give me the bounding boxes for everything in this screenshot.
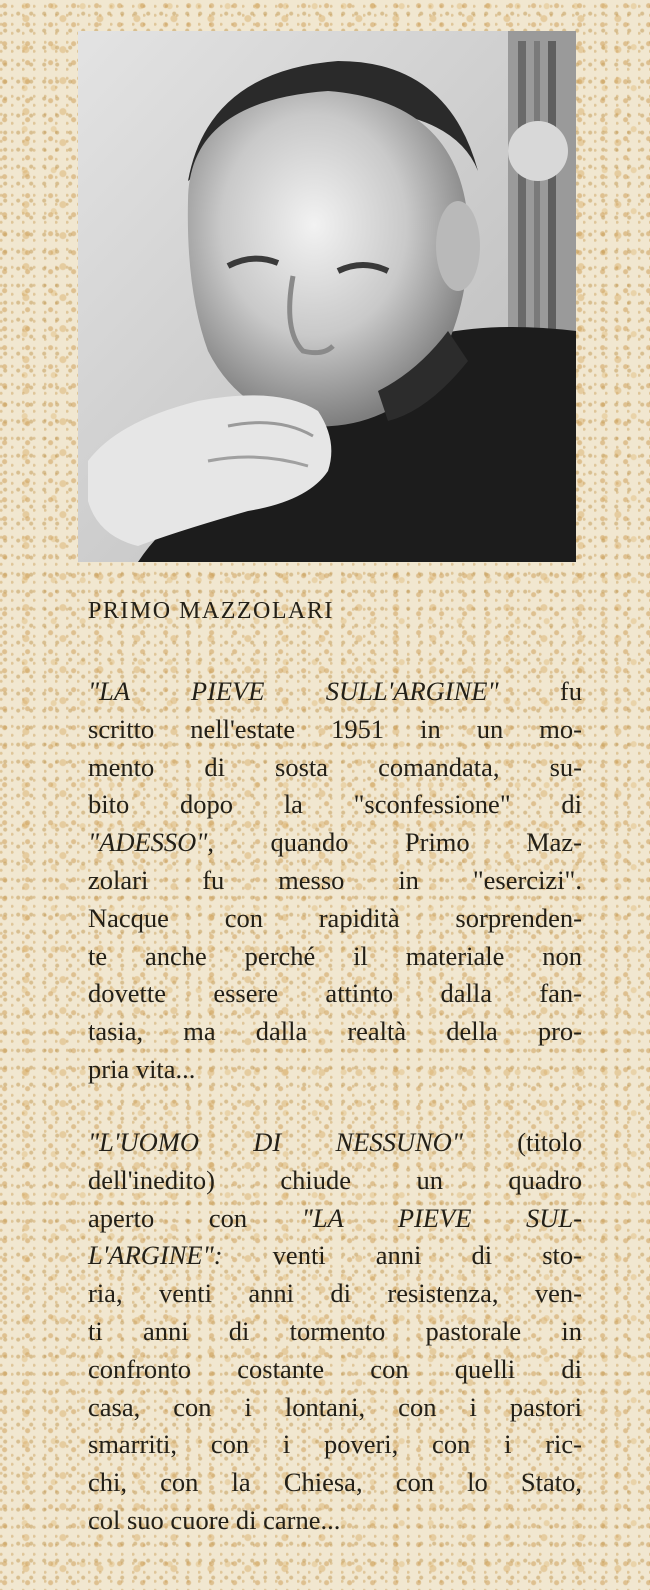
paragraph-pieve — [88, 673, 582, 1089]
text-line: ti anni di tormento pastorale in — [88, 1315, 582, 1346]
text-line: zolari fu messo in "esercizi". — [88, 864, 582, 895]
author-name: PRIMO MAZZOLARI — [88, 598, 334, 624]
text-line: te anche perché il materiale non — [88, 940, 582, 971]
author-portrait-photo — [78, 31, 576, 562]
text-line: aperto con "LA PIEVE SUL- — [88, 1202, 582, 1233]
text-line: "LA PIEVE SULL'ARGINE" fu — [88, 676, 583, 706]
text-line: smarriti, con i poveri, con i ric- — [88, 1429, 582, 1460]
text-line: casa, con i lontani, con i pastori — [88, 1391, 582, 1422]
text-line: pria vita... — [88, 1053, 196, 1084]
text-line: ria, venti anni di resistenza, ven- — [88, 1278, 582, 1309]
paragraph-uomo — [88, 1124, 582, 1540]
text-line: scritto nell'estate 1951 in un mo- — [88, 713, 582, 744]
text-line: "ADESSO", quando Primo Maz- — [88, 827, 582, 858]
text-line: "L'UOMO DI NESSUNO" (titolo — [88, 1127, 582, 1157]
text-line: bito dopo la "sconfessione" di — [88, 789, 582, 820]
text-line: dovette essere attinto dalla fan- — [88, 978, 582, 1009]
portrait-illustration — [78, 31, 576, 562]
text-line: L'ARGINE": venti anni di sto- — [88, 1240, 582, 1271]
text-line: Nacque con rapidità sorprenden- — [88, 902, 582, 933]
text-line: tasia, ma dalla realtà della pro- — [88, 1016, 582, 1047]
text-line: mento di sosta comandata, su- — [88, 751, 582, 782]
text-line: chi, con la Chiesa, con lo Stato, — [88, 1467, 582, 1498]
text-line: dell'inedito) chiude un quadro — [88, 1164, 582, 1195]
text-line: confronto costante con quelli di — [88, 1353, 582, 1384]
text-line: col suo cuore di carne... — [88, 1504, 341, 1535]
